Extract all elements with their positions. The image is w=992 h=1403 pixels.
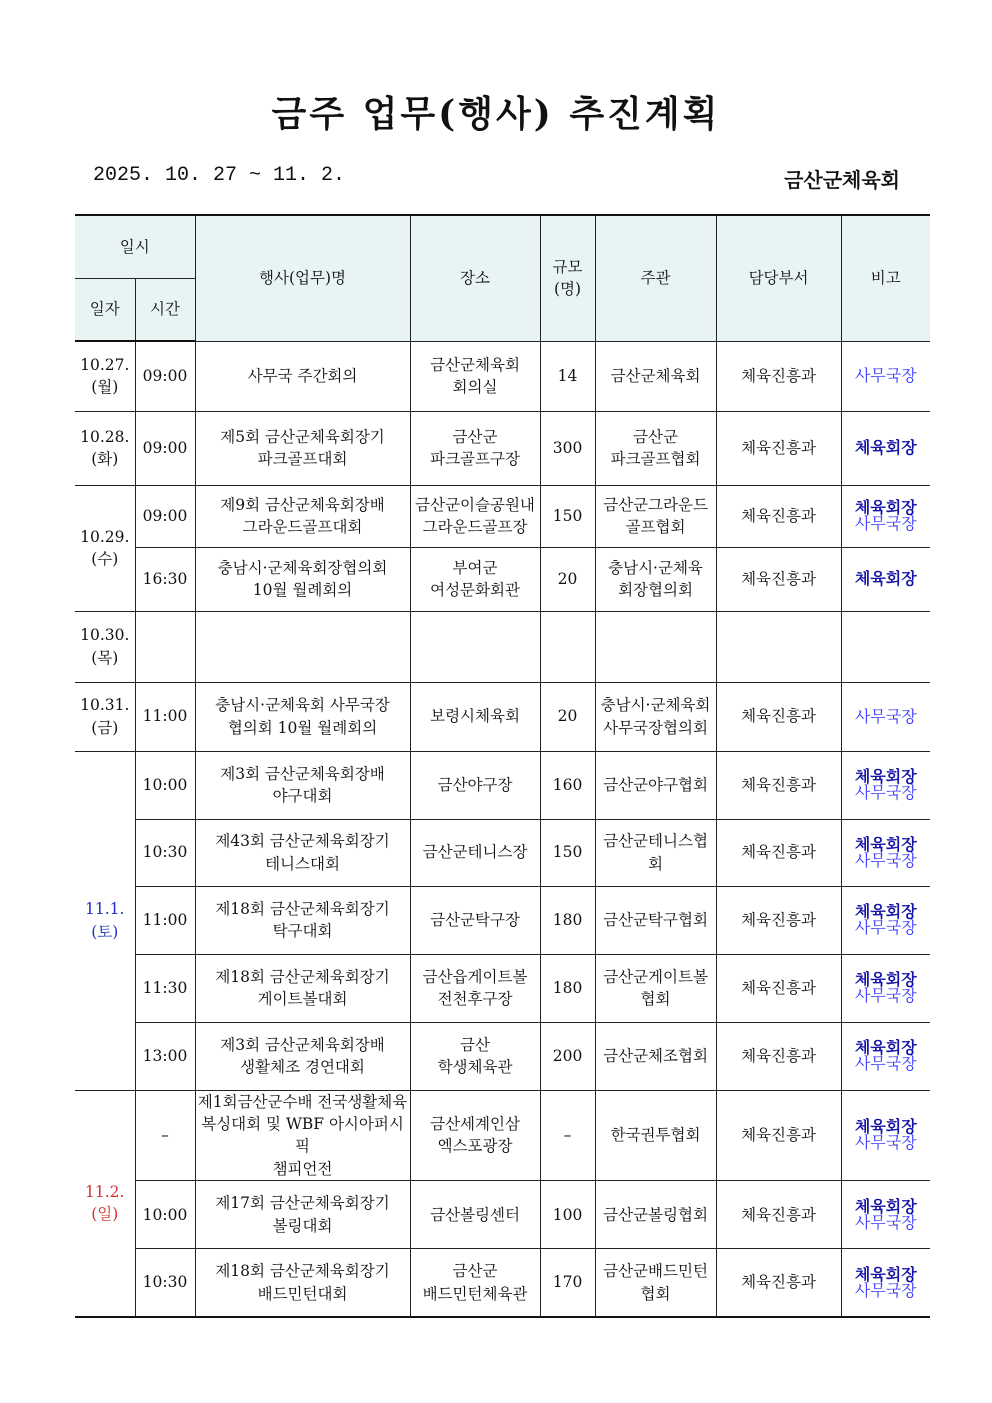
header-time: 시간 [135,278,195,341]
header-scale: 규모 (명) [540,215,595,341]
event-name-cell: 제18회 금산군체육회장기 게이트볼대회 [195,954,410,1022]
event-name-cell: 제43회 금산군체육회장기 테니스대회 [195,819,410,886]
table-row [75,1022,930,1090]
remark-secretary: 사무국장 [854,1133,917,1153]
remark-secretary: 사무국장 [854,514,917,533]
table-row [75,954,930,1022]
place-cell: 부여군 여성문화회관 [410,547,540,611]
header-date: 일자 [75,278,135,341]
remark-chairman: 체육회장 [854,1038,917,1057]
place-cell: 금산세계인삼 엑스포광장 [410,1090,540,1181]
remark-secretary: 사무국장 [854,850,917,870]
time-cell: 10:00 [135,1181,195,1249]
dept-cell: 체육진흥과 [716,1249,841,1317]
time-cell: 11:30 [135,954,195,1022]
time-cell [135,611,195,682]
date-cell: 10.30. (목) [75,611,135,682]
host-cell: 금산군야구협회 [595,751,716,819]
table-row [75,819,930,886]
time-cell: 10:30 [135,819,195,886]
time-cell: 10:30 [135,1249,195,1317]
remarks-cell [841,411,930,485]
page-title: 금주 업무(행사) 추진계획 [271,93,721,135]
dept-cell: 체육진흥과 [716,1181,841,1249]
date-cell: 11.2. (일) [75,1090,135,1317]
header-place: 장소 [410,215,540,341]
header-datetime: 일시 [75,215,195,278]
host-cell: 충남시·군체육 회장협의회 [595,547,716,611]
scale-cell: 20 [540,682,595,751]
dept-cell: 체육진흥과 [716,411,841,485]
place-cell: 금산군체육회 회의실 [410,341,540,411]
remark-secretary: 사무국장 [854,986,917,1005]
time-cell: 09:00 [135,411,195,485]
host-cell: 금산군볼링협회 [595,1181,716,1249]
host-cell: 금산군게이트볼 협회 [595,954,716,1022]
scale-cell: 160 [540,751,595,819]
remark-secretary: 사무국장 [854,366,917,385]
remarks-cell [841,751,930,819]
date-cell: 10.27. (월) [75,341,135,411]
remark-secretary: 사무국장 [854,1280,917,1300]
remarks-cell [841,819,930,886]
scale-cell: 20 [540,547,595,611]
remarks-cell [841,682,930,751]
time-cell: – [135,1090,195,1181]
scale-cell: 180 [540,886,595,954]
remarks-cell [841,1022,930,1090]
scale-cell: 300 [540,411,595,485]
remark-chairman: 체육회장 [854,1196,917,1216]
table-row [75,682,930,751]
date-cell: 10.28. (화) [75,411,135,485]
host-cell: 금산군 파크골프협회 [595,411,716,485]
event-name-cell: 사무국 주간회의 [195,341,410,411]
table-row [75,886,930,954]
dept-cell: 체육진흥과 [716,886,841,954]
dept-cell: 체육진흥과 [716,485,841,547]
scale-cell: 170 [540,1249,595,1317]
header-dept: 담당부서 [716,215,841,341]
remark-chairman: 체육회장 [854,498,917,517]
organization-name: 금산군체육회 [784,168,900,192]
header-note: 비고 [841,215,930,341]
remarks-cell [841,886,930,954]
schedule-table [75,214,930,1318]
table-row [75,751,930,819]
remark-secretary: 사무국장 [854,1212,917,1232]
table-row [75,1181,930,1249]
remark-secretary: 사무국장 [854,918,917,937]
scale-cell: 150 [540,485,595,547]
event-name-cell: 제1회금산군수배 전국생활체육 복싱대회 및 WBF 아시아퍼시픽 챔피언전 [195,1090,410,1181]
place-cell: 금산볼링센터 [410,1181,540,1249]
scale-cell: 150 [540,819,595,886]
time-cell: 09:00 [135,341,195,411]
place-cell: 금산군테니스장 [410,819,540,886]
event-name-cell: 충남시·군체육회 사무국장 협의회 10월 월례회의 [195,682,410,751]
time-cell: 16:30 [135,547,195,611]
dept-cell: 체육진흥과 [716,954,841,1022]
place-cell: 금산야구장 [410,751,540,819]
dept-cell: 체육진흥과 [716,682,841,751]
time-cell: 11:00 [135,682,195,751]
dept-cell [716,611,841,682]
table-row [75,1090,930,1181]
remark-chairman: 체육회장 [854,970,917,989]
dept-cell: 체육진흥과 [716,1090,841,1181]
event-name-cell: 제5회 금산군체육회장기 파크골프대회 [195,411,410,485]
place-cell: 금산군이슬공원내 그라운드골프장 [410,485,540,547]
place-cell: 금산군 배드민턴체육관 [410,1249,540,1317]
time-cell: 10:00 [135,751,195,819]
remark-secretary: 사무국장 [854,783,917,802]
event-name-cell: 제18회 금산군체육회장기 탁구대회 [195,886,410,954]
scale-cell: 14 [540,341,595,411]
remark-chairman: 체육회장 [854,569,917,588]
remark-chairman: 체육회장 [854,902,917,921]
remark-secretary: 사무국장 [854,1054,917,1073]
dept-cell: 체육진흥과 [716,819,841,886]
event-name-cell: 충남시·군체육회장협의회 10월 월례회의 [195,547,410,611]
time-cell: 09:00 [135,485,195,547]
remark-secretary: 사무국장 [854,706,917,726]
remarks-cell [841,954,930,1022]
table-row [75,485,930,547]
date-cell: 10.31. (금) [75,682,135,751]
place-cell: 금산 학생체육관 [410,1022,540,1090]
dept-cell: 체육진흥과 [716,1022,841,1090]
dept-cell: 체육진흥과 [716,547,841,611]
remarks-cell [841,611,930,682]
table-row [75,547,930,611]
host-cell: 금산군그라운드 골프협회 [595,485,716,547]
host-cell [595,611,716,682]
host-cell: 금산군탁구협회 [595,886,716,954]
remarks-cell [841,1249,930,1317]
remark-chairman: 체육회장 [854,438,917,457]
remarks-cell [841,547,930,611]
event-name-cell: 제3회 금산군체육회장배 야구대회 [195,751,410,819]
time-cell: 13:00 [135,1022,195,1090]
host-cell: 금산군체육회 [595,341,716,411]
table-row [75,341,930,411]
date-cell: 10.29. (수) [75,485,135,611]
scale-cell: 180 [540,954,595,1022]
event-name-cell: 제17회 금산군체육회장기 볼링대회 [195,1181,410,1249]
host-cell: 금산군체조협회 [595,1022,716,1090]
place-cell [410,611,540,682]
scale-cell: 200 [540,1022,595,1090]
header-host: 주관 [595,215,716,341]
table-row [75,411,930,485]
remark-chairman: 체육회장 [854,1264,917,1284]
scale-cell: – [540,1090,595,1181]
event-name-cell: 제9회 금산군체육회장배 그라운드골프대회 [195,485,410,547]
remark-chairman: 체육회장 [854,834,917,854]
remarks-cell [841,1181,930,1249]
time-cell: 11:00 [135,886,195,954]
event-name-cell: 제3회 금산군체육회장배 생활체조 경연대회 [195,1022,410,1090]
host-cell: 금산군배드민턴 협회 [595,1249,716,1317]
period-text: 2025. 10. 27 ~ 11. 2. [93,164,346,187]
header-event: 행사(업무)명 [195,215,410,341]
place-cell: 금산군 파크골프구장 [410,411,540,485]
remarks-cell [841,485,930,547]
scale-cell: 100 [540,1181,595,1249]
dept-cell: 체육진흥과 [716,341,841,411]
event-name-cell: 제18회 금산군체육회장기 배드민턴대회 [195,1249,410,1317]
table-row [75,1249,930,1317]
place-cell: 보령시체육회 [410,682,540,751]
host-cell: 충남시·군체육회 사무국장협의회 [595,682,716,751]
remarks-cell [841,341,930,411]
host-cell: 금산군테니스협회 [595,819,716,886]
event-name-cell [195,611,410,682]
table-row [75,611,930,682]
remark-chairman: 체육회장 [854,1117,917,1137]
host-cell: 한국권투협회 [595,1090,716,1181]
place-cell: 금산읍게이트볼 전천후구장 [410,954,540,1022]
dept-cell: 체육진흥과 [716,751,841,819]
remark-chairman: 체육회장 [854,767,917,786]
remarks-cell [841,1090,930,1181]
date-cell: 11.1. (토) [75,751,135,1090]
scale-cell [540,611,595,682]
place-cell: 금산군탁구장 [410,886,540,954]
